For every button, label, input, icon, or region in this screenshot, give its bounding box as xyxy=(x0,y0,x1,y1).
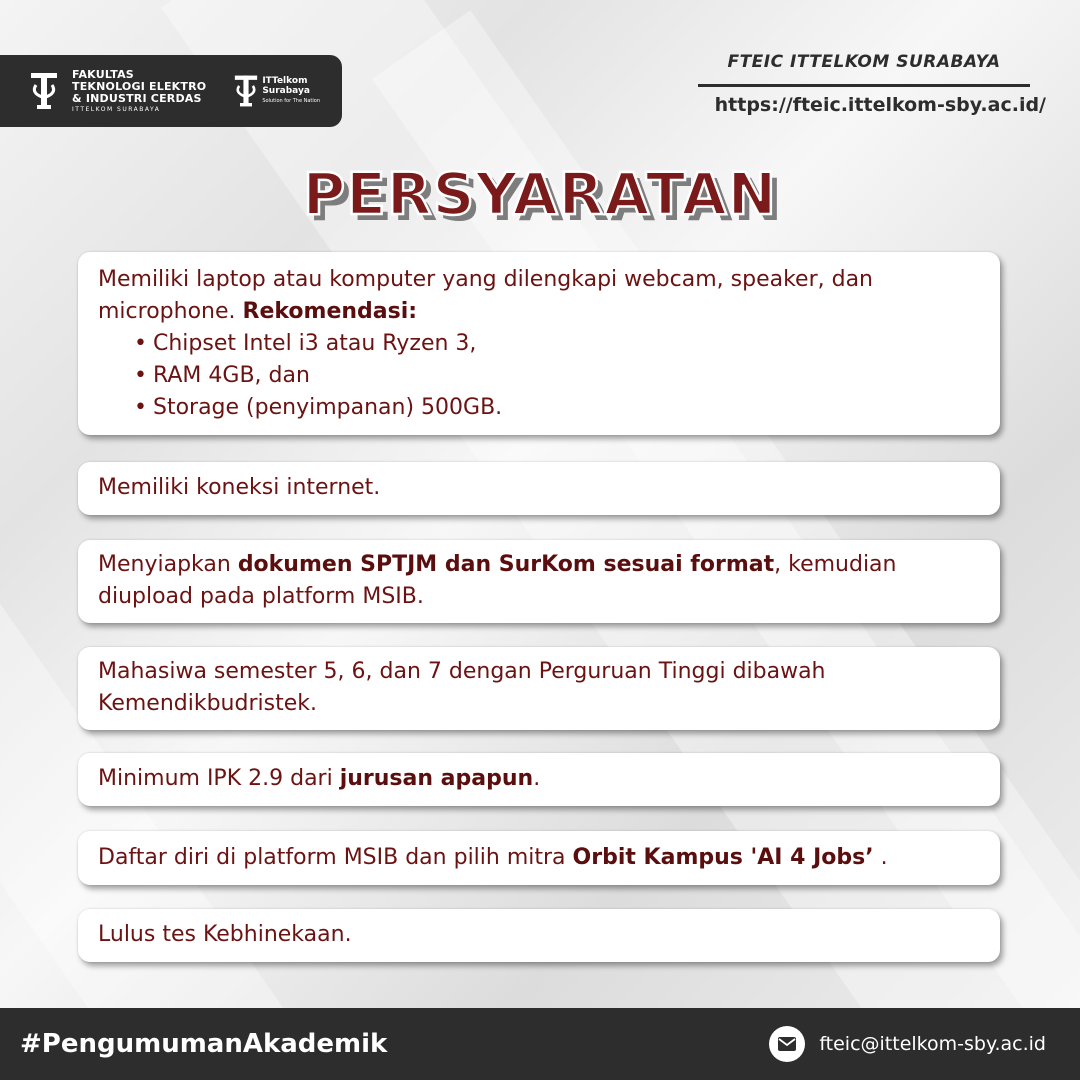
footer xyxy=(0,1008,1080,1080)
page-title: PERSYARATAN xyxy=(302,160,778,228)
requirement-text-tail: . xyxy=(873,845,888,870)
ittelkom-logo xyxy=(234,73,320,109)
site-header xyxy=(698,52,1030,72)
site-url[interactable]: https://fteic.ittelkom-sby.ac.id/ xyxy=(714,94,1046,116)
ittelkom-logo-tagline: Solution for The Nation xyxy=(262,98,321,104)
requirement-card-5 xyxy=(78,753,1000,806)
requirement-text-tail: . xyxy=(533,766,541,791)
requirement-card-1 xyxy=(78,252,1000,435)
requirement-bold: jurusan apapun xyxy=(339,766,534,791)
requirement-text: Menyiapkan xyxy=(98,552,238,577)
envelope-icon xyxy=(769,1026,805,1062)
requirement-text: Mahasiwa semester 5, 6, dan 7 dengan Perguruan Tinggi dibawah Kemendikbudristek. xyxy=(98,659,826,716)
list-item: • Storage (penyimpanan) 500GB. xyxy=(134,392,980,424)
hashtag: #PengumumanAkademik xyxy=(20,1029,388,1059)
recommendation-list xyxy=(98,328,980,424)
requirement-text: Lulus tes Kebhinekaan. xyxy=(98,922,352,947)
logo-bar xyxy=(0,55,342,127)
requirement-text: Memiliki laptop atau komputer yang dilengkapi webcam, speaker, dan microphone. xyxy=(98,267,873,324)
requirement-bold: Rekomendasi: xyxy=(242,299,418,324)
ittelkom-logo-icon xyxy=(234,73,258,109)
email-address[interactable]: fteic@ittelkom-sby.ac.id xyxy=(819,1033,1046,1055)
ittelkom-logo-text xyxy=(262,76,320,106)
requirement-text-tail: , kemudian diupload pada platform MSIB. xyxy=(98,552,897,609)
requirement-card-6 xyxy=(78,831,1000,885)
requirement-card-4 xyxy=(78,647,1000,730)
requirement-text: Minimum IPK 2.9 dari xyxy=(98,766,340,791)
contact-email[interactable] xyxy=(769,1026,1046,1062)
requirement-text: Memiliki koneksi internet. xyxy=(98,475,381,500)
requirement-bold: dokumen SPTJM dan SurKom sesuai format xyxy=(237,552,775,577)
requirement-bold: Orbit Kampus 'AI 4 Jobs’ xyxy=(572,845,874,870)
requirement-card-2 xyxy=(78,462,1000,515)
title-wrap xyxy=(0,160,1080,228)
site-name: FTEIC ITTELKOM SURABAYA xyxy=(727,52,1001,72)
header-divider xyxy=(698,84,1030,87)
fteic-logo-line4: ITTELKOM SURABAYA xyxy=(72,105,161,113)
fteic-logo-icon xyxy=(30,71,58,111)
list-item: • Chipset Intel i3 atau Ryzen 3, xyxy=(134,328,980,360)
requirement-card-3 xyxy=(78,540,1000,623)
requirement-card-7 xyxy=(78,909,1000,962)
list-item: • RAM 4GB, dan xyxy=(134,360,980,392)
fteic-logo-line3: & INDUSTRI CERDAS xyxy=(72,91,202,105)
requirement-text: Daftar diri di platform MSIB dan pilih mitra xyxy=(98,845,573,870)
ittelkom-logo-line1: ITTelkom xyxy=(262,76,308,86)
ittelkom-logo-line2: Surabaya xyxy=(262,86,310,96)
fteic-logo-line1: FAKULTAS xyxy=(72,67,134,81)
fteic-logo-text xyxy=(72,69,206,114)
fteic-logo-line2: TEKNOLOGI ELEKTRO xyxy=(72,79,207,93)
